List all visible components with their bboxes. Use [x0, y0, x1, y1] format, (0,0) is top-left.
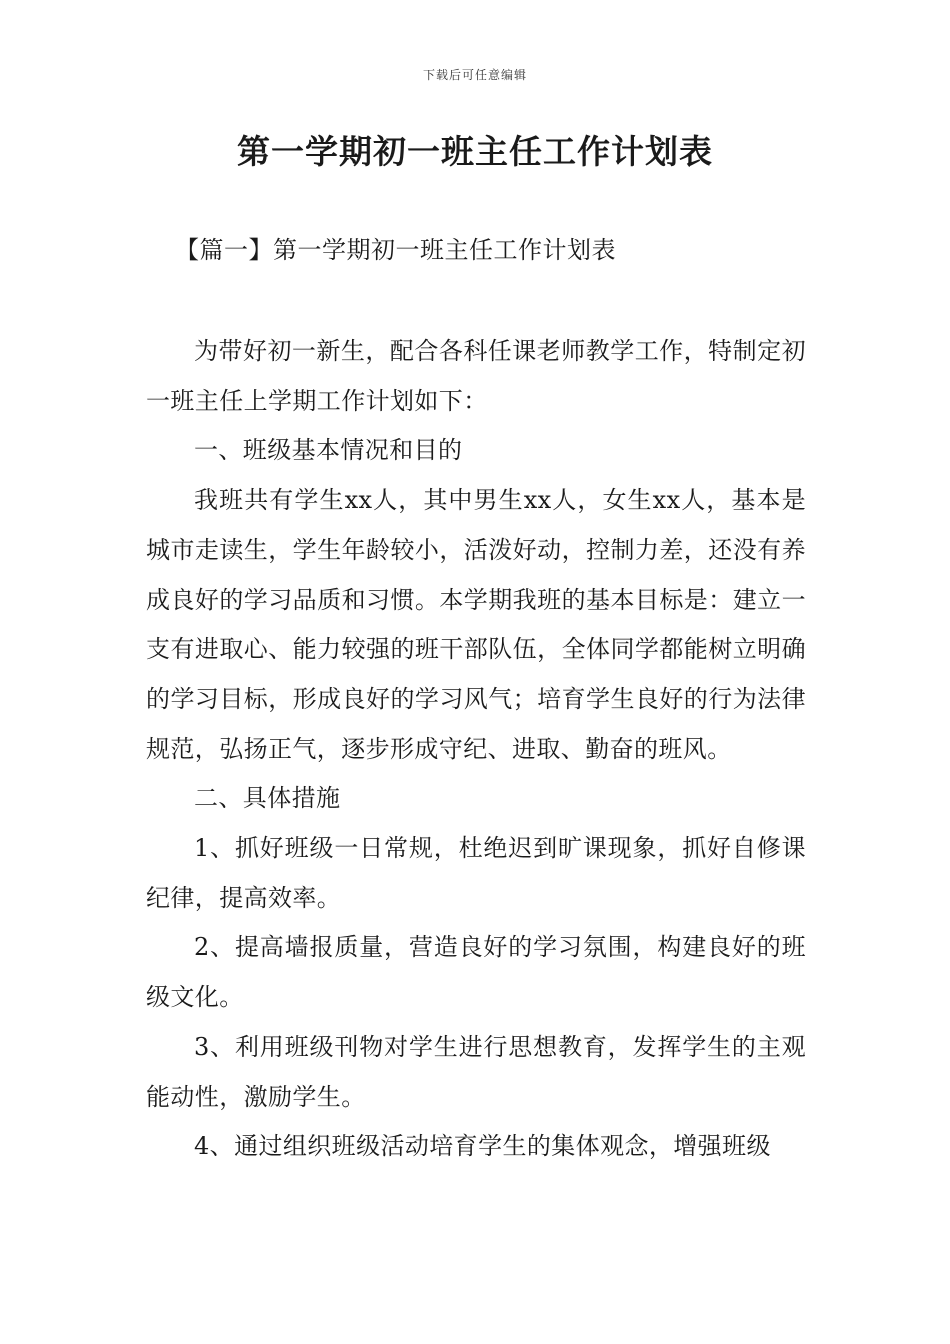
paragraph-measure-4: 4、通过组织班级活动培育学生的集体观念，增强班级	[194, 1132, 771, 1161]
paragraph-measure-2: 2、提高墙报质量，营造良好的学习氛围，构建良好的班级文化。	[146, 933, 806, 1012]
paragraph-intro: 为带好初一新生，配合各科任课老师教学工作，特制定初一班主任上学期工作计划如下：	[146, 337, 806, 415]
paragraph-heading-2: 二、具体措施	[194, 784, 341, 813]
paragraph-measure-1: 1、抓好班级一日常规，杜绝迟到旷课现象，抓好自修课纪律，提高效率。	[146, 834, 806, 912]
document-title: 第一学期初一班主任工作计划表	[237, 132, 713, 171]
section-heading: 【篇一】第一学期初一班主任工作计划表	[175, 236, 616, 264]
paragraph-heading-1: 一、班级基本情况和目的	[194, 436, 463, 465]
body-text	[146, 327, 806, 1172]
header-note: 下载后可任意编辑	[422, 68, 527, 82]
paragraph-measure-3: 3、利用班级刊物对学生进行思想教育，发挥学生的主观能动性，激励学生。	[146, 1032, 806, 1111]
paragraph-class-situation: 我班共有学生xx人，其中男生xx人，女生xx人，基本是城市走读生，学生年龄较小，活泼好动，控制力差，还没有养成良好的学习品质和习惯。本学期我班的基本目标是：建立一支有进取心、能力较强的班干部队伍，全体同学都能树立明确的学习目标，形成良好的学习风气；培育学生良好的行为法律规范，弘扬正气，逐步形成守纪、进取、勤奋的班风。	[146, 486, 806, 763]
